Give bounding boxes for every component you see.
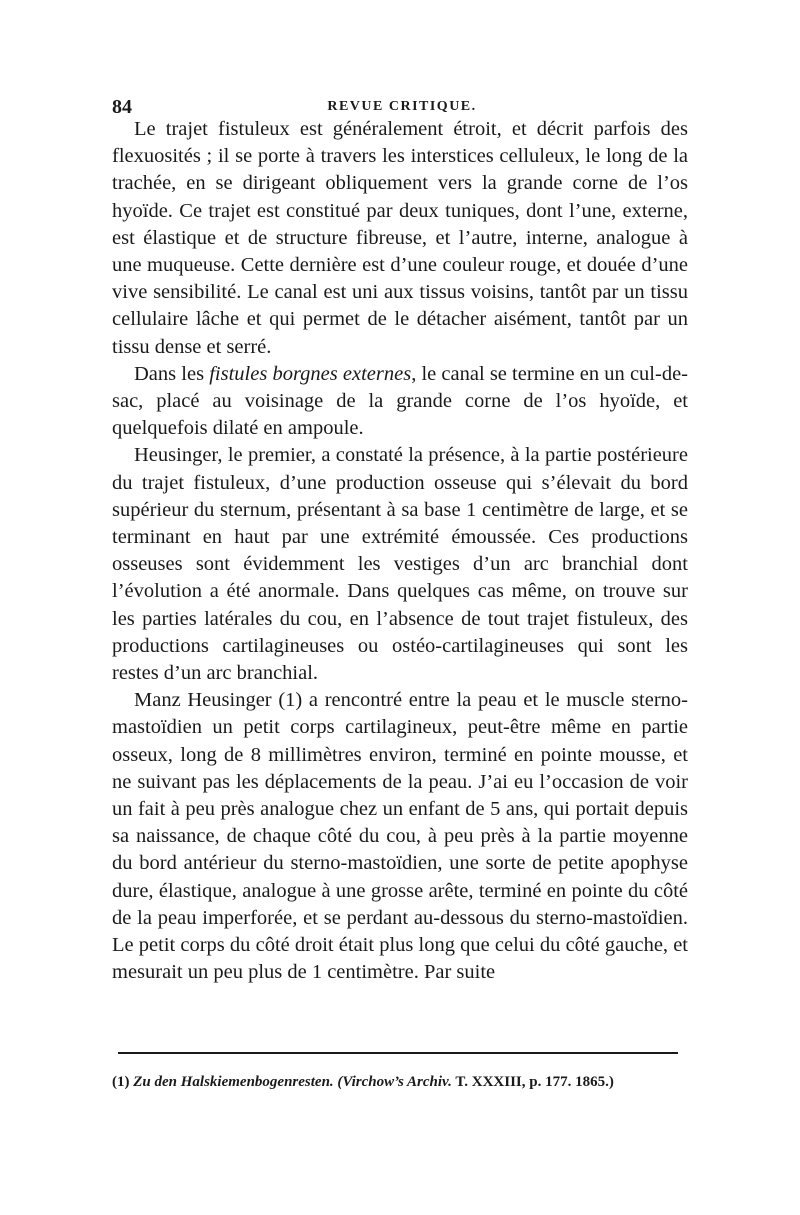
footnote <box>112 1071 688 1093</box>
paragraph-2-prefix: Dans les <box>134 362 210 385</box>
paragraph-4: Manz Heusinger (1) a rencontré entre la peau et le muscle sterno-mastoïdien un petit corps cartilagineux, peut-être même en partie osseux, long de 8 millimètres environ, terminé en pointe mousse, et ne suivant pas les déplacements de la peau. J’ai eu l’occasion de voir un fait à peu près analogue chez un enfant de 5 ans, qui portait depuis sa naissance, de chaque côté du cou, à peu près à la partie moyenne du bord antérieur du sterno-mastoïdien, une sorte de petite apophyse dure, élastique, analogue à une grosse arête, terminé en pointe du côté de la peau imperforée, et se perdant au-dessous du sterno-mastoïdien. Le petit corps du côté droit était plus long que celui du côté gauche, et mesurait un peu plus de 1 centimètre. Par suite <box>112 689 688 984</box>
body-text <box>112 116 688 987</box>
footnote-rule <box>118 1052 678 1054</box>
paragraph-1: Le trajet fistuleux est généralement étroit, et décrit parfois des flexuosités ; il se porte à travers les interstices celluleux, le long de la trachée, en se dirigeant obliquement vers la grande corne de l’os hyoïde. Ce trajet est constitué par deux tuniques, dont l’une, externe, est élastique et de structure fibreuse, et l’autre, interne, analogue à une muqueuse. Cette dernière est d’une couleur rouge, et douée d’une vive sensibilité. Le canal est uni aux tissus voisins, tantôt par un tissu cellulaire lâche et qui permet de le détacher aisément, tantôt par un tissu dense et serré. <box>112 118 688 358</box>
page-number: 84 <box>112 96 132 118</box>
paragraph-2 <box>112 361 688 443</box>
footnote-marker: (1) <box>112 1074 134 1090</box>
footnote-title: Zu den Halskiemenbogenresten. (Virchow’s Archiv. <box>133 1074 452 1090</box>
paragraph-2-italic-term: fistules borgnes externes <box>209 362 412 385</box>
paragraph-3: Heusinger, le premier, a constaté la présence, à la partie postérieure du trajet fistuleux, d’une production osseuse qui s’élevait du bord supérieur du sternum, présentant à sa base 1 centimètre de large, et se terminant en haut par une extrémité émoussée. Ces productions osseuses sont évidemment les vestiges d’un arc branchial dont l’évolution a été anormale. Dans quelques cas même, on trouve sur les parties latérales du cou, en l’absence de tout trajet fistuleux, des productions cartilagineuses ou ostéo-cartilagineuses qui sont les restes d’un arc branchial. <box>112 444 688 685</box>
paragraph-2-rest: , le canal se termine en un cul-de-sac, placé au voisinage de la grande corne de l’os hyoïde, et quelquefois dilaté en ampoule. <box>112 362 689 440</box>
running-title: REVUE CRITIQUE. <box>327 99 477 114</box>
footnote-reference: T. XXXIII, p. 177. 1865.) <box>451 1074 614 1090</box>
